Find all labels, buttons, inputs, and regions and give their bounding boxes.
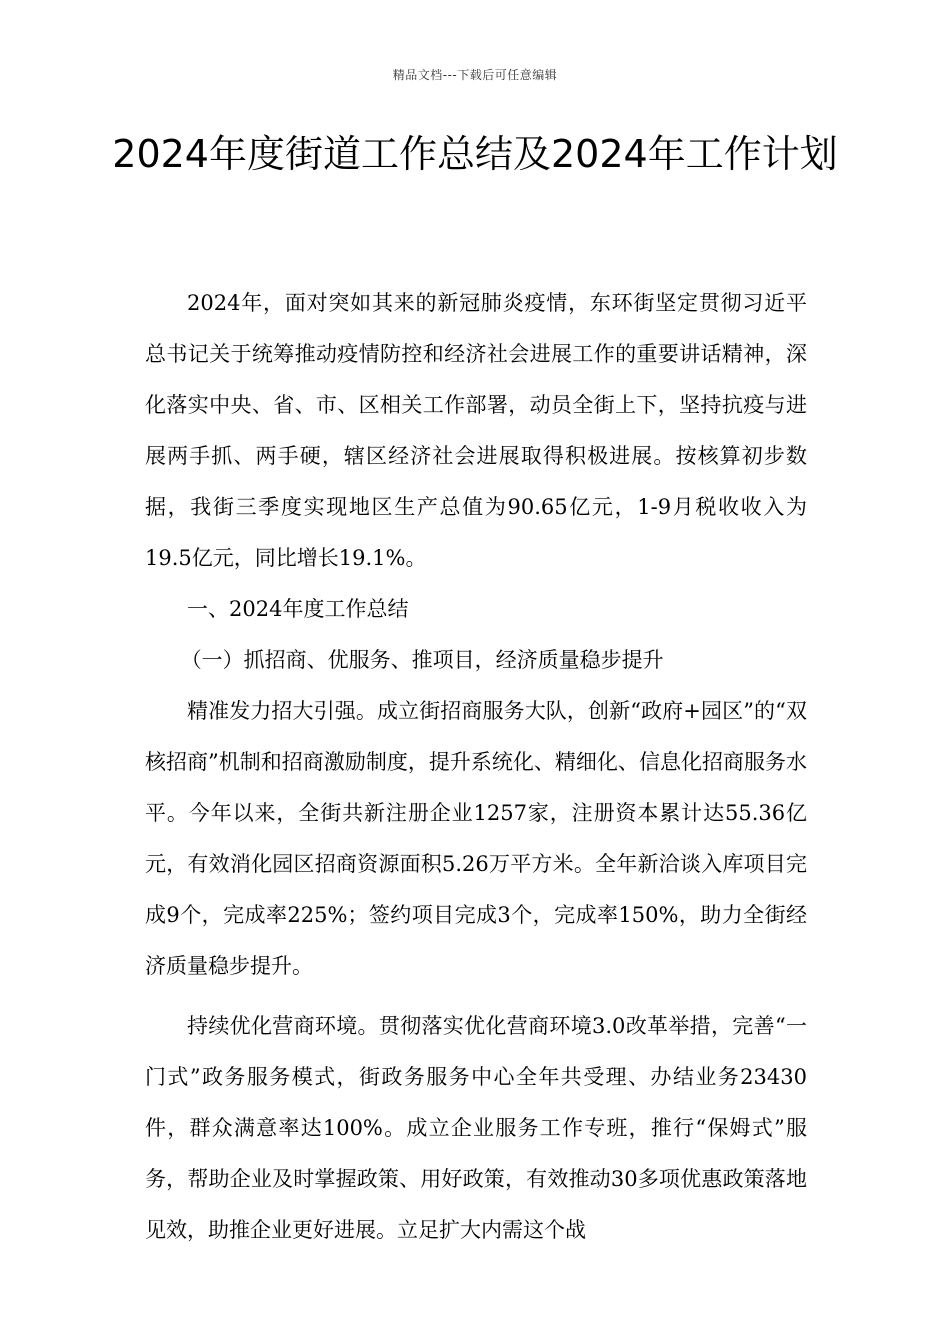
- section-heading: 一、2024年度工作总结: [187, 597, 409, 621]
- document-title: 2024年度街道工作总结及2024年工作计划: [112, 132, 838, 176]
- paragraph-business-environment: 持续优化营商环境。贯彻落实优化营商环境3.0改革举措，完善“一门式”政务服务模式，街政务服务中心全年共受理、办结业务23430件，群众满意率达100%。成立企业服务工作专班，推行“保姆式”服务，帮助企业及时掌握政策、用好政策，有效推动30多项优惠政策落地见效，助推企业更好进展。立足扩大内需这个战: [145, 1014, 807, 1242]
- paragraph-investment: 精准发力招大引强。成立街招商服务大队，创新“政府+园区”的“双核招商”机制和招商激励制度，提升系统化、精细化、信息化招商服务水平。今年以来，全街共新注册企业1257家，注册资本累计达55.36亿元，有效消化园区招商资源面积5.26万平方米。全年新洽谈入库项目完成9个，完成率225%；签约项目完成3个，完成率150%，助力全街经济质量稳步提升。: [145, 699, 807, 978]
- document-body: [145, 278, 807, 1256]
- page-header: 精品文档---下载后可任意编辑: [392, 68, 558, 82]
- paragraph-intro: 2024年，面对突如其来的新冠肺炎疫情，东环街坚定贯彻习近平总书记关于统筹推动疫情防控和经济社会进展工作的重要讲话精神，深化落实中央、省、市、区相关工作部署，动员全街上下，坚持抗疫与进展两手抓、两手硬，辖区经济社会进展取得积极进展。按核算初步数据，我街三季度实现地区生产总值为90.65亿元，1-9月税收收入为19.5亿元，同比增长19.1%。: [145, 291, 807, 570]
- subsection-heading: （一）抓招商、优服务、推项目，经济质量稳步提升: [180, 648, 664, 672]
